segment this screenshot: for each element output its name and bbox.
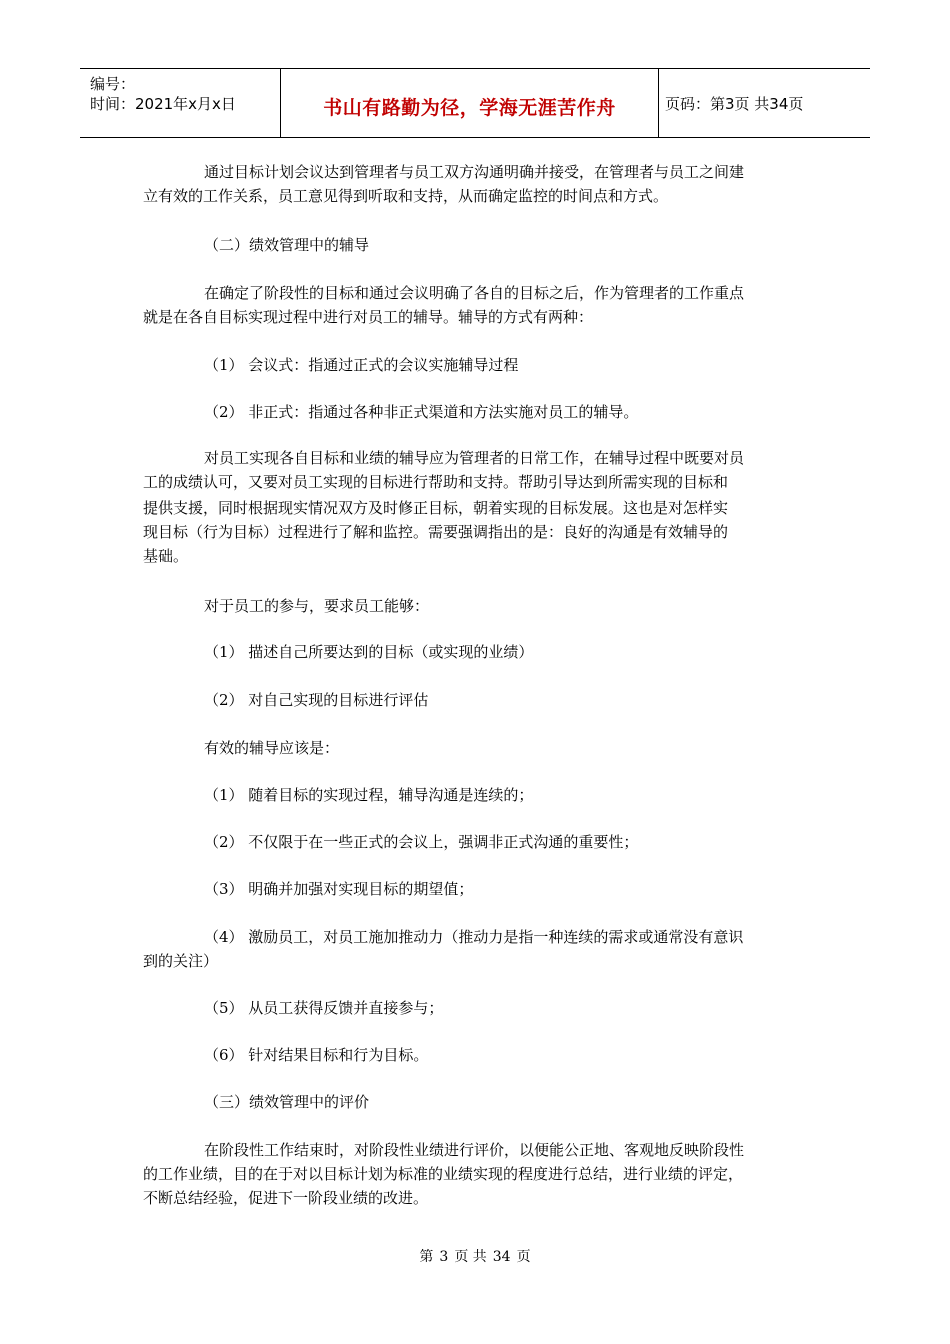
footer-mid: 页 共 <box>454 1249 487 1265</box>
paragraph-line: 不断总结经验，促进下一阶段业绩的改进。 <box>143 1189 429 1207</box>
paragraph-line: 就是在各自目标实现过程中进行对员工的辅导。辅导的方式有两种： <box>143 308 594 326</box>
list-item: （4） 激励员工，对员工施加推动力（推动力是指一种连续的需求或通常没有意识 <box>204 928 744 946</box>
document-date-label: 时间：2021年x月x日 <box>90 95 236 113</box>
header-page-indicator: 页码：第3页 共34页 <box>665 95 804 113</box>
header-motto-cell <box>281 69 659 137</box>
paragraph-line: 工的成绩认可，又要对员工实现的目标进行帮助和支持。帮助引导达到所需实现的目标和 <box>143 473 729 491</box>
paragraph-line: 对员工实现各自目标和业绩的辅导应为管理者的日常工作，在辅导过程中既要对员 <box>204 449 745 467</box>
header-page-cell <box>659 69 870 137</box>
list-item: （1） 随着目标的实现过程，辅导沟通是连续的； <box>204 786 534 804</box>
list-item: （5） 从员工获得反馈并直接参与； <box>204 999 444 1017</box>
paragraph-line: 基础。 <box>143 547 189 565</box>
paragraph-line: 现目标（行为目标）过程进行了解和监控。需要强调指出的是：良好的沟通是有效辅导的 <box>143 523 729 541</box>
section-heading: （二）绩效管理中的辅导 <box>204 236 370 254</box>
list-item: （2） 对自己实现的目标进行评估 <box>204 691 429 709</box>
list-item: （2） 不仅限于在一些正式的会议上，强调非正式沟通的重要性； <box>204 833 639 851</box>
list-item: （3） 明确并加强对实现目标的期望值； <box>204 880 474 898</box>
page-header <box>80 68 870 138</box>
list-item: （1） 会议式：指通过正式的会议实施辅导过程 <box>204 356 519 374</box>
header-motto: 书山有路勤为径，学海无涯苦作舟 <box>323 97 616 119</box>
document-number-label: 编号： <box>90 75 136 93</box>
list-item: （1） 描述自己所要达到的目标（或实现的业绩） <box>204 643 534 661</box>
list-item: （2） 非正式：指通过各种非正式渠道和方法实施对员工的辅导。 <box>204 403 639 421</box>
header-meta-cell <box>80 69 281 137</box>
paragraph-line: 在阶段性工作结束时，对阶段性业绩进行评价，以便能公正地、客观地反映阶段性 <box>204 1141 745 1159</box>
paragraph-line: 在确定了阶段性的目标和通过会议明确了各自的目标之后，作为管理者的工作重点 <box>204 284 745 302</box>
paragraph-line: 对于员工的参与，要求员工能够： <box>204 597 430 615</box>
page-footer <box>0 1246 950 1266</box>
list-item: （6） 针对结果目标和行为目标。 <box>204 1046 429 1064</box>
paragraph-line: 提供支援，同时根据现实情况双方及时修正目标，朝着实现的目标发展。这也是对怎样实 <box>143 499 729 517</box>
footer-prefix: 第 <box>419 1249 434 1265</box>
footer-total-pages: 34 <box>492 1249 511 1265</box>
list-item-continuation: 到的关注） <box>143 952 219 970</box>
paragraph-line: 立有效的工作关系，员工意见得到听取和支持，从而确定监控的时间点和方式。 <box>143 187 669 205</box>
paragraph-line: 通过目标计划会议达到管理者与员工双方沟通明确并接受，在管理者与员工之间建 <box>204 163 745 181</box>
section-heading: （三）绩效管理中的评价 <box>204 1093 370 1111</box>
paragraph-line: 有效的辅导应该是： <box>204 739 340 757</box>
footer-suffix: 页 <box>516 1249 531 1265</box>
footer-current-page: 3 <box>439 1249 449 1265</box>
paragraph-line: 的工作业绩，目的在于对以目标计划为标准的业绩实现的程度进行总结，进行业绩的评定， <box>143 1165 744 1183</box>
